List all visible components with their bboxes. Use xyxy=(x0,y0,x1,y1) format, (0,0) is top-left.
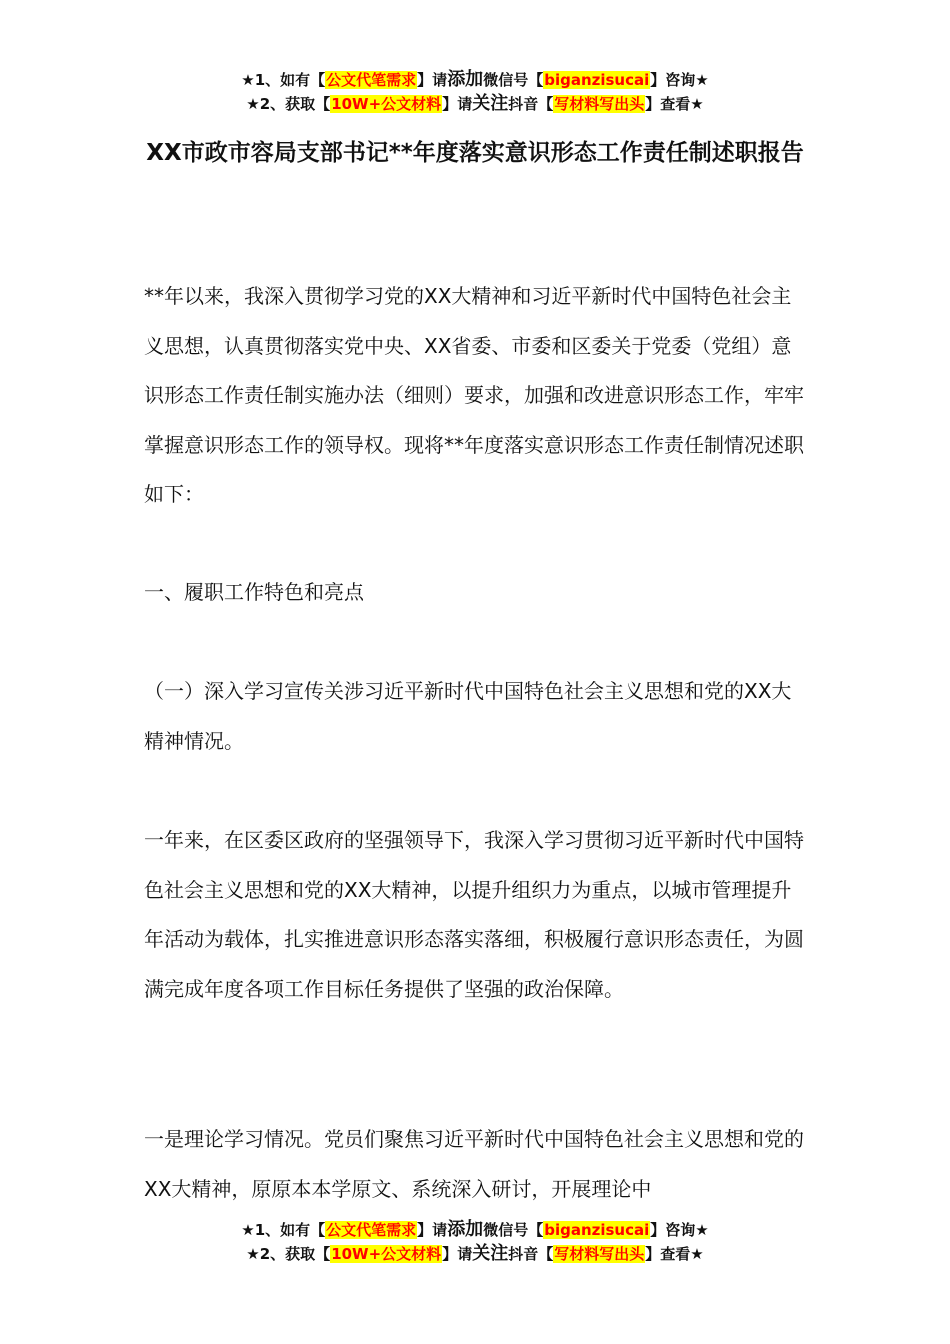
paragraph-intro: **年以来，我深入贯彻学习党的XX大精神和习近平新时代中国特色社会主义思想，认真贯彻落实党中央、XX省委、市委和区委关于党委（党组）意识形态工作责任制实施办法（细则）要求，加强和改进意识形态工作，牢牢掌握意识形态工作的领导权。现将**年度落实意识形态工作责任制情况述职如下： xyxy=(144,284,804,506)
section-heading: 一、履职工作特色和亮点 xyxy=(144,580,364,604)
highlight-wechat-id: biganzisucai xyxy=(544,71,650,89)
paragraph-theory-study: 一是理论学习情况。党员们聚焦习近平新时代中国特色社会主义思想和党的XX大精神，原原本本学原文、系统深入研讨，开展理论中 xyxy=(144,1127,804,1201)
footer-banner xyxy=(0,1218,950,1266)
paragraph-overview: 一年来，在区委区政府的坚强领导下，我深入学习贯彻习近平新时代中国特色社会主义思想和党的XX大精神，以提升组织力为重点，以城市管理提升年活动为载体，扎实推进意识形态落实落细，积极履行意识形态责任，为圆满完成年度各项工作目标任务提供了坚强的政治保障。 xyxy=(144,828,804,1001)
highlight-materials: 10W+公文材料 xyxy=(331,95,442,113)
banner-line-2: ★2、获取【10W+公文材料】请关注抖音【写材料写出头】查看★ xyxy=(246,1243,704,1264)
document-title: XX市政市容局支部书记**年度落实意识形态工作责任制述职报告 xyxy=(146,140,804,166)
highlight-wechat-id: biganzisucai xyxy=(544,1221,650,1239)
highlight-douyin-name: 写材料写出头 xyxy=(554,1245,645,1263)
highlight-service: 公文代笔需求 xyxy=(326,71,417,89)
banner-line-1: ★1、如有【公文代笔需求】请添加微信号【biganzisucai】咨询★ xyxy=(241,1219,709,1240)
highlight-materials: 10W+公文材料 xyxy=(331,1245,442,1263)
header-banner xyxy=(0,68,950,116)
banner-line-2: ★2、获取【10W+公文材料】请关注抖音【写材料写出头】查看★ xyxy=(246,93,704,114)
banner-line-1: ★1、如有【公文代笔需求】请添加微信号【biganzisucai】咨询★ xyxy=(241,69,709,90)
highlight-service: 公文代笔需求 xyxy=(326,1221,417,1239)
highlight-douyin-name: 写材料写出头 xyxy=(554,95,645,113)
subsection-heading: （一）深入学习宣传关涉习近平新时代中国特色社会主义思想和党的XX大精神情况。 xyxy=(144,679,792,753)
